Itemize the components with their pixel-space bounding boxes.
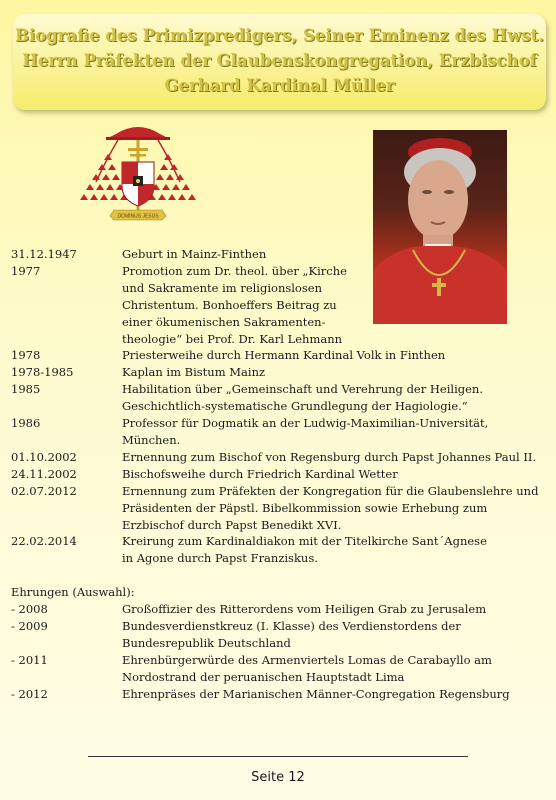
entry-description <box>122 364 546 381</box>
entry-line: Bundesrepublik Deutschland <box>122 635 291 650</box>
entry-date: 1978-1985 <box>11 365 74 380</box>
entry-date: 1985 <box>11 382 41 397</box>
entry-description <box>122 449 546 466</box>
entry-line: Ernennung zum Bischof von Regensburg durch Papst Johannes Paul II. <box>122 449 537 464</box>
entry-line: Geschichtlich-systematische Grundlegung der Hagiologie.“ <box>122 399 468 414</box>
entry-date: 01.10.2002 <box>11 449 77 464</box>
motto-text: DOMINUS JESUS <box>117 213 159 220</box>
biography-entry <box>11 364 546 381</box>
entry-date: - 2008 <box>11 602 48 617</box>
entry-line: Ehrenbürgerwürde des Armenviertels Lomas de Carabayllo am <box>122 652 492 667</box>
entry-description <box>122 601 546 618</box>
entry-line: theologie“ bei Prof. Dr. Karl Lehmann <box>122 331 343 346</box>
entry-description <box>122 381 546 415</box>
biography-entry <box>11 483 546 534</box>
entry-line: Präsidenten der Päpstl. Bibelkommission sowie Erhebung zum <box>122 500 488 515</box>
biography-entry <box>11 415 546 449</box>
entry-line: in Agone durch Papst Franziskus. <box>122 551 318 566</box>
entry-date: 1986 <box>11 416 41 431</box>
entry-description <box>122 246 546 263</box>
title-box <box>13 14 546 110</box>
entry-date: - 2011 <box>11 652 48 667</box>
entry-date: 31.12.1947 <box>11 247 77 261</box>
honor-entry <box>11 618 546 652</box>
entry-line: Kreirung zum Kardinaldiakon mit der Titelkirche Sant´Agnese <box>122 534 487 549</box>
biography-entry <box>11 466 546 483</box>
page-number: Seite 12 <box>251 770 305 785</box>
entry-description <box>122 618 546 652</box>
entry-line: Habilitation über „Gemeinschaft und Verehrung der Heiligen. <box>122 382 483 397</box>
entry-date: 1977 <box>11 263 41 278</box>
entry-date: 24.11.2002 <box>11 466 77 481</box>
entry-line: Priesterweihe durch Hermann Kardinal Volk in Finthen <box>122 348 446 363</box>
entry-line: Ernennung zum Präfekten der Kongregation für die Glaubenslehre und <box>122 483 539 498</box>
biography-entry <box>11 347 546 364</box>
entry-date: - 2009 <box>11 619 48 634</box>
entry-line: Promotion zum Dr. theol. über „Kirche <box>122 263 347 278</box>
entry-line: und Sakramente im religionslosen <box>122 280 322 295</box>
entry-date: 02.07.2012 <box>11 483 77 498</box>
entry-description <box>122 483 546 534</box>
entry-line: Geburt in Mainz-Finthen <box>122 247 267 261</box>
biography-entry <box>11 381 546 415</box>
honor-entry <box>11 652 546 686</box>
page-title <box>13 14 546 98</box>
biography-entry <box>11 533 546 567</box>
entry-line: Großoffizier des Ritterordens vom Heiligen Grab zu Jerusalem <box>122 602 487 617</box>
entry-line: Bundesverdienstkreuz (I. Klasse) des Verdienstordens der <box>122 619 461 634</box>
biography-list <box>11 246 546 703</box>
coat-of-arms-image <box>78 120 198 232</box>
entry-description <box>122 533 546 567</box>
entry-line: München. <box>122 432 181 447</box>
entry-date: 1978 <box>11 348 41 363</box>
entry-line: Professor für Dogmatik an der Ludwig-Maximilian-Universität, <box>122 416 489 431</box>
entry-date: 22.02.2014 <box>11 534 77 549</box>
entry-line: Bischofsweihe durch Friedrich Kardinal Wetter <box>122 466 398 481</box>
entry-line: einer ökumenischen Sakramenten- <box>122 314 326 329</box>
entry-description <box>122 466 546 483</box>
entry-description <box>122 415 546 449</box>
biography-entry <box>11 263 546 348</box>
entry-description <box>122 263 546 348</box>
title-line-2: Herrn Präfekten der Glaubenskongregation, Erzbischof <box>22 51 537 70</box>
title-line-1: Biografie des Primizpredigers, Seiner Eminenz des Hwst. <box>15 26 544 45</box>
biography-entry <box>11 449 546 466</box>
honor-entry <box>11 686 546 703</box>
entry-line: Ehrenpräses der Marianischen Männer-Congregation Regensburg <box>122 686 510 701</box>
footer-divider <box>88 756 468 757</box>
honor-entry <box>11 601 546 618</box>
entry-date: - 2012 <box>11 686 48 701</box>
honors-heading: Ehrungen (Auswahl): <box>11 585 135 600</box>
entry-description <box>122 686 546 703</box>
entry-line: Kaplan im Bistum Mainz <box>122 365 266 380</box>
entry-description <box>122 347 546 364</box>
biography-entry <box>11 246 546 263</box>
entry-line: Christentum. Bonhoeffers Beitrag zu <box>122 297 337 312</box>
title-line-3: Gerhard Kardinal Müller <box>164 76 395 95</box>
entry-description <box>122 652 546 686</box>
entry-line: Nordostrand der peruanischen Hauptstadt Lima <box>122 669 405 684</box>
entry-line: Erzbischof durch Papst Benedikt XVI. <box>122 517 342 532</box>
